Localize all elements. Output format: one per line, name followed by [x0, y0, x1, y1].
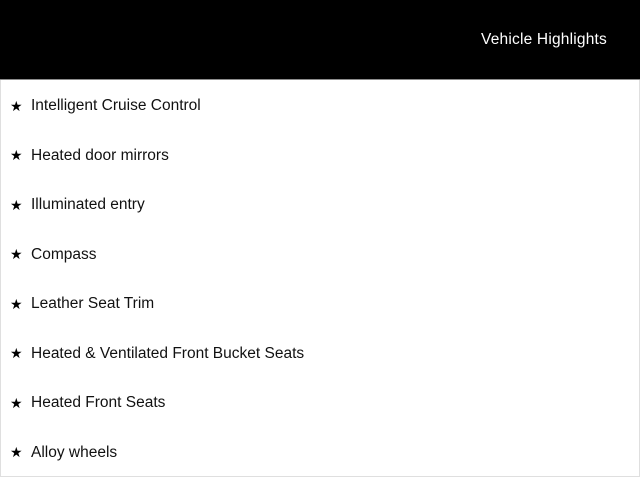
highlight-list-item: [10, 181, 639, 231]
header-bar: [0, 0, 640, 79]
highlight-list-item: [10, 231, 639, 281]
highlight-item-label: Intelligent Cruise Control: [31, 97, 201, 115]
star-icon: ★: [10, 98, 23, 115]
highlight-item-label: Heated door mirrors: [31, 146, 169, 164]
star-icon: ★: [10, 395, 23, 412]
highlight-list-item: [10, 429, 639, 479]
highlight-list-item: [10, 132, 639, 182]
highlight-item-label: Leather Seat Trim: [31, 295, 155, 313]
star-icon: ★: [10, 296, 23, 313]
highlight-item-label: Heated & Ventilated Front Bucket Seats: [31, 344, 305, 362]
highlight-item-label: Heated Front Seats: [31, 394, 166, 412]
star-icon: ★: [10, 445, 23, 462]
highlight-list-item: [10, 330, 639, 380]
highlight-list-item: [10, 379, 639, 429]
star-icon: ★: [10, 247, 23, 264]
star-icon: ★: [10, 197, 23, 214]
highlight-list-item: [10, 82, 639, 132]
page-title: Vehicle Highlights: [481, 30, 607, 48]
highlights-list: [1, 80, 639, 478]
highlight-item-label: Compass: [31, 245, 97, 263]
highlights-panel: [0, 80, 640, 477]
highlight-list-item: [10, 280, 639, 330]
highlight-item-label: Alloy wheels: [31, 443, 118, 461]
star-icon: ★: [10, 346, 23, 363]
highlight-item-label: Illuminated entry: [31, 196, 145, 214]
star-icon: ★: [10, 148, 23, 165]
